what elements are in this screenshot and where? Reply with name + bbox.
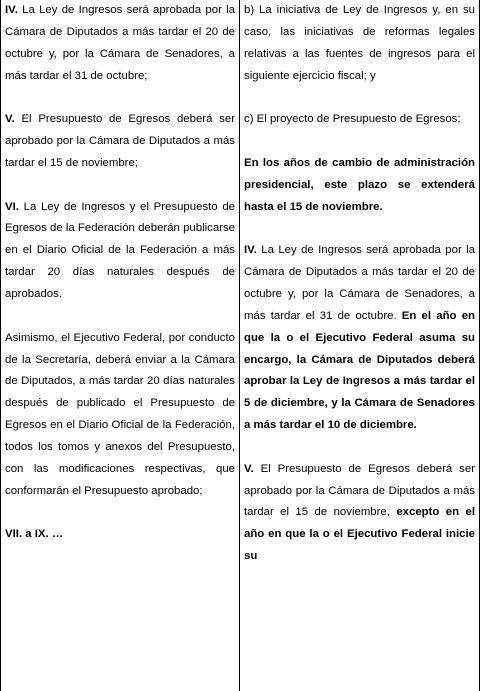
- left-paragraph-asimismo: [5, 328, 235, 503]
- paragraph-text: La Ley de Ingresos y el Presupuesto de Egresos de la Federación deberán publicarse en el Diario Oficial de la Federación a más tardar 20 días naturales después de aprobados.: [5, 200, 235, 300]
- fraction-label: V.: [5, 113, 15, 126]
- paragraph-text: b) La iniciativa de Ley de Ingresos y, en su caso, las iniciativas de reformas legales relativas a las fuentes de ingresos para el siguiente ejercicio fiscal; y: [244, 4, 475, 82]
- table-border-left: [0, 0, 1, 691]
- reform-text: En los años de cambio de administración presidencial, este plazo se extenderá hasta el 15 de noviembre.: [244, 156, 475, 213]
- fraction-label: VII. a IX. …: [5, 528, 64, 541]
- left-paragraph-vii-ix: [5, 524, 235, 546]
- paragraph-text: La Ley de Ingresos será aprobada por la Cámara de Diputados a más tardar el 20 de octubre y, por la Cámara de Senadores, a más tardar el 31 de octubre.: [244, 244, 475, 322]
- paragraph-text: El Presupuesto de Egresos deberá ser aprobado por la Cámara de Diputados a más tardar el 15 de noviembre,: [244, 462, 475, 519]
- left-paragraph-vi: [5, 197, 235, 306]
- right-paragraph-iv: [244, 240, 475, 437]
- right-paragraph-v: [244, 459, 475, 568]
- reform-text: excepto en el año en que la o el Ejecutivo Federal inicie su: [244, 506, 475, 563]
- left-paragraph-v: [5, 109, 235, 175]
- right-paragraph-b: [244, 0, 475, 87]
- fraction-label: VI.: [5, 200, 19, 213]
- fraction-label: IV.: [244, 244, 257, 257]
- fraction-label: IV.: [5, 4, 18, 16]
- right-paragraph-cambio-administracion: [244, 153, 475, 219]
- table-column-divider: [239, 0, 240, 691]
- right-column-text: [244, 0, 475, 568]
- reform-text: En el año en que la o el Ejecutivo Federal asuma su encargo, la Cámara de Diputados deberá aprobar la Ley de Ingresos a más tardar el 5 de diciembre, y la Cámara de Senadores a más tardar el 10 de diciembre.: [244, 309, 475, 432]
- left-paragraph-iv: [5, 0, 235, 87]
- left-column-text: [5, 0, 235, 546]
- right-paragraph-c: [244, 109, 475, 131]
- paragraph-text: c) El proyecto de Presupuesto de Egresos;: [244, 113, 461, 126]
- fraction-label: V.: [244, 462, 254, 475]
- paragraph-text: Asimismo, el Ejecutivo Federal, por conducto de la Secretaría, deberá enviar a la Cámara de Diputados, a más tardar 20 días naturales después de publicado el Presupuesto de Egresos en el Diario Oficial de la Federación, todos los tomos y anexos del Presupuesto, con las modificaciones respectivas, que conformarán el Presupuesto aprobado;: [5, 331, 235, 497]
- paragraph-text: El Presupuesto de Egresos deberá ser aprobado por la Cámara de Diputados a más tardar el 15 de noviembre;: [5, 113, 235, 169]
- paragraph-text: La Ley de Ingresos será aprobada por la Cámara de Diputados a más tardar el 20 de octubre y, por la Cámara de Senadores, a más tardar el 31 de octubre;: [5, 4, 235, 82]
